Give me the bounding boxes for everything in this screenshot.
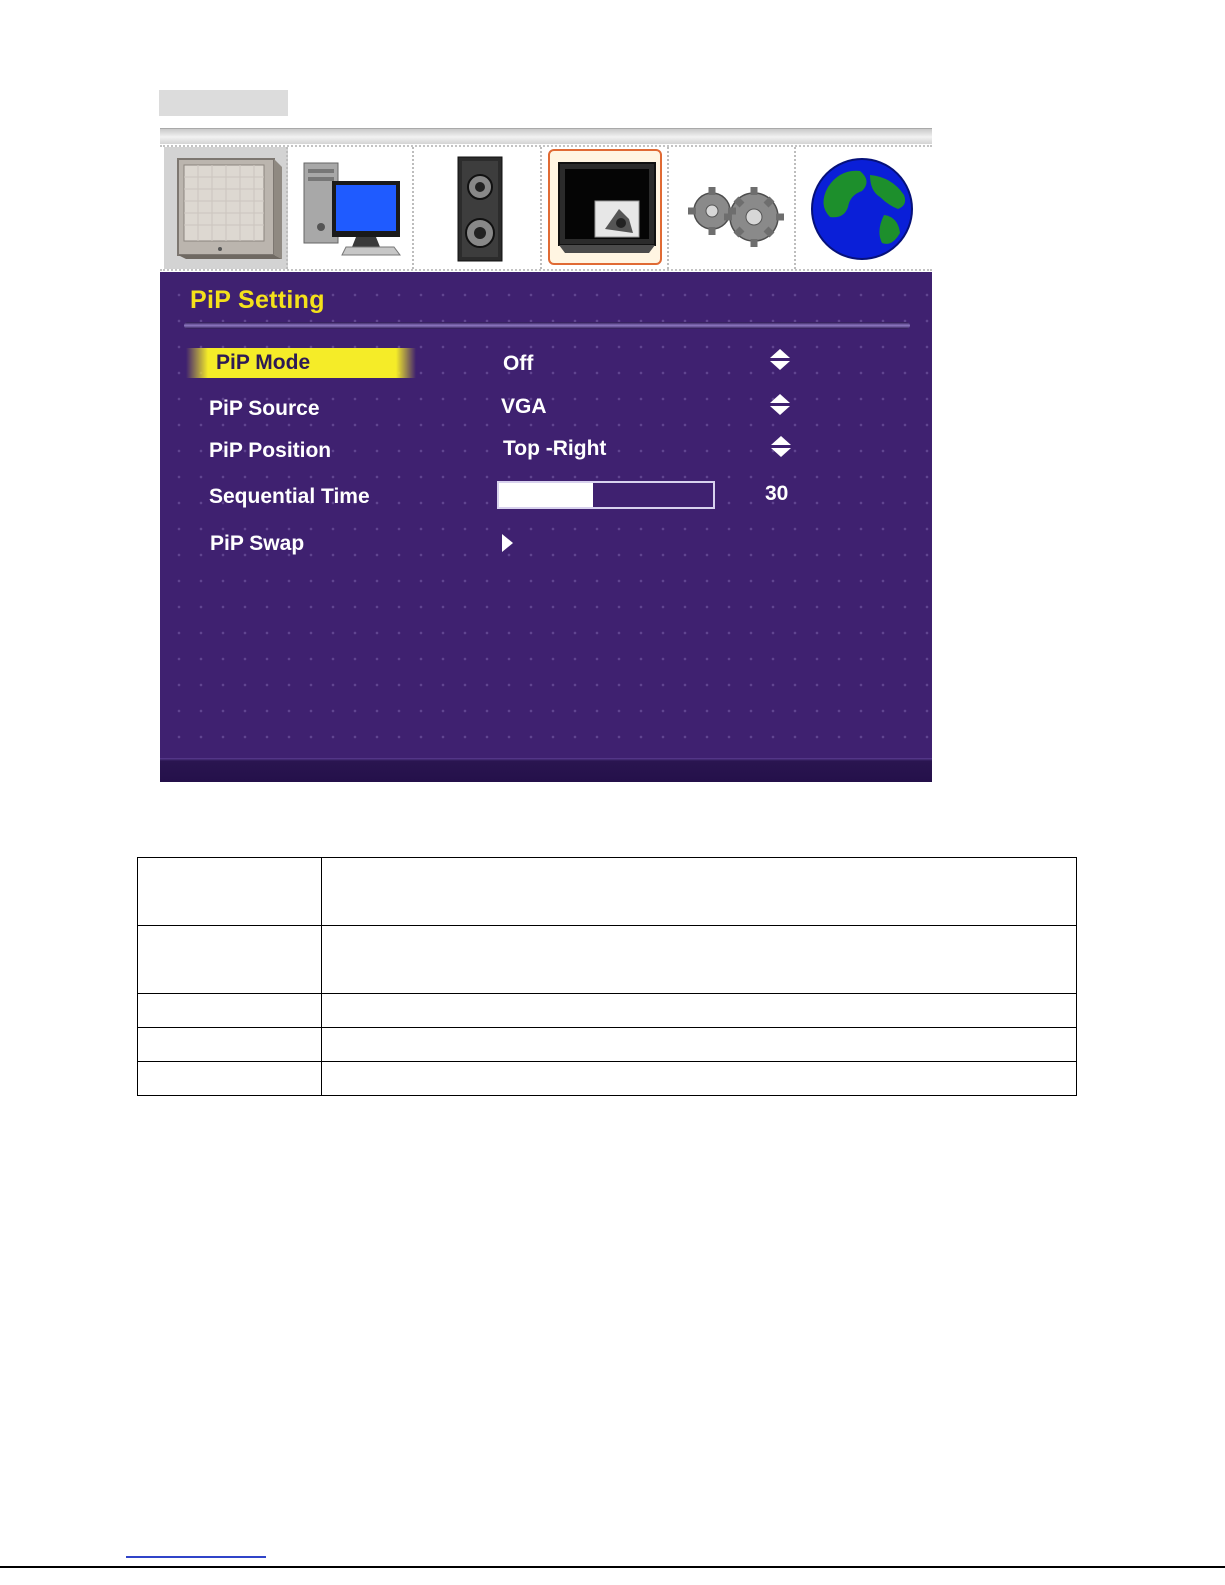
tab-audio[interactable]	[418, 147, 542, 269]
panel-bottom-bar	[160, 758, 932, 782]
up-down-arrows-icon[interactable]	[770, 349, 790, 371]
menu-item-pip-mode[interactable]: PiP Mode	[186, 348, 416, 378]
table-row	[138, 994, 1077, 1028]
tab-row-bottom-divider	[160, 269, 932, 271]
osd-tab-row	[160, 144, 932, 272]
sequential-time-value: 30	[765, 482, 789, 505]
up-down-arrows-icon[interactable]	[770, 394, 790, 416]
pip-source-value: VGA	[501, 395, 547, 418]
tab-setup[interactable]	[672, 147, 796, 269]
sequential-time-slider[interactable]	[497, 481, 715, 509]
tab-pip[interactable]	[545, 147, 669, 269]
pip-position-value: Top -Right	[503, 437, 607, 460]
panel-title: PiP Setting	[190, 286, 325, 314]
pip-monitor-icon	[545, 147, 669, 269]
osd-menu	[160, 128, 932, 782]
tab-language[interactable]	[800, 147, 924, 269]
table-cell	[322, 926, 1077, 994]
table-cell	[138, 858, 322, 926]
speaker-icon	[418, 147, 542, 269]
gears-icon	[672, 147, 796, 269]
table-row	[138, 1062, 1077, 1096]
globe-icon	[800, 147, 924, 269]
arrow-right-icon[interactable]	[502, 534, 514, 554]
table-cell	[138, 926, 322, 994]
table-cell	[138, 1028, 322, 1062]
table-cell	[322, 858, 1077, 926]
osd-top-bar	[160, 128, 932, 145]
tab-pc[interactable]	[290, 147, 414, 269]
table-cell	[138, 1062, 322, 1096]
menu-item-pip-source[interactable]: PiP Source	[209, 397, 320, 420]
up-down-arrows-icon[interactable]	[771, 436, 791, 458]
table-cell	[322, 994, 1077, 1028]
menu-item-sequential-time[interactable]: Sequential Time	[209, 485, 370, 508]
table-cell	[322, 1028, 1077, 1062]
table-row	[138, 926, 1077, 994]
title-divider	[184, 322, 910, 329]
gray-label-block	[159, 90, 288, 116]
table-cell	[138, 994, 322, 1028]
pip-mode-value: Off	[503, 352, 534, 375]
desktop-computer-icon	[290, 147, 414, 269]
pip-settings-panel	[160, 272, 932, 782]
slider-fill	[499, 483, 593, 507]
page-footer-rule	[0, 1566, 1225, 1568]
menu-item-pip-position[interactable]: PiP Position	[209, 439, 332, 462]
description-table	[137, 857, 1077, 1096]
table-row	[138, 1028, 1077, 1062]
crt-monitor-icon	[164, 147, 288, 269]
footer-link-underline[interactable]	[126, 1556, 266, 1558]
table-row	[138, 858, 1077, 926]
table-cell	[322, 1062, 1077, 1096]
tab-picture[interactable]	[164, 147, 288, 269]
menu-item-pip-swap[interactable]: PiP Swap	[210, 532, 305, 555]
